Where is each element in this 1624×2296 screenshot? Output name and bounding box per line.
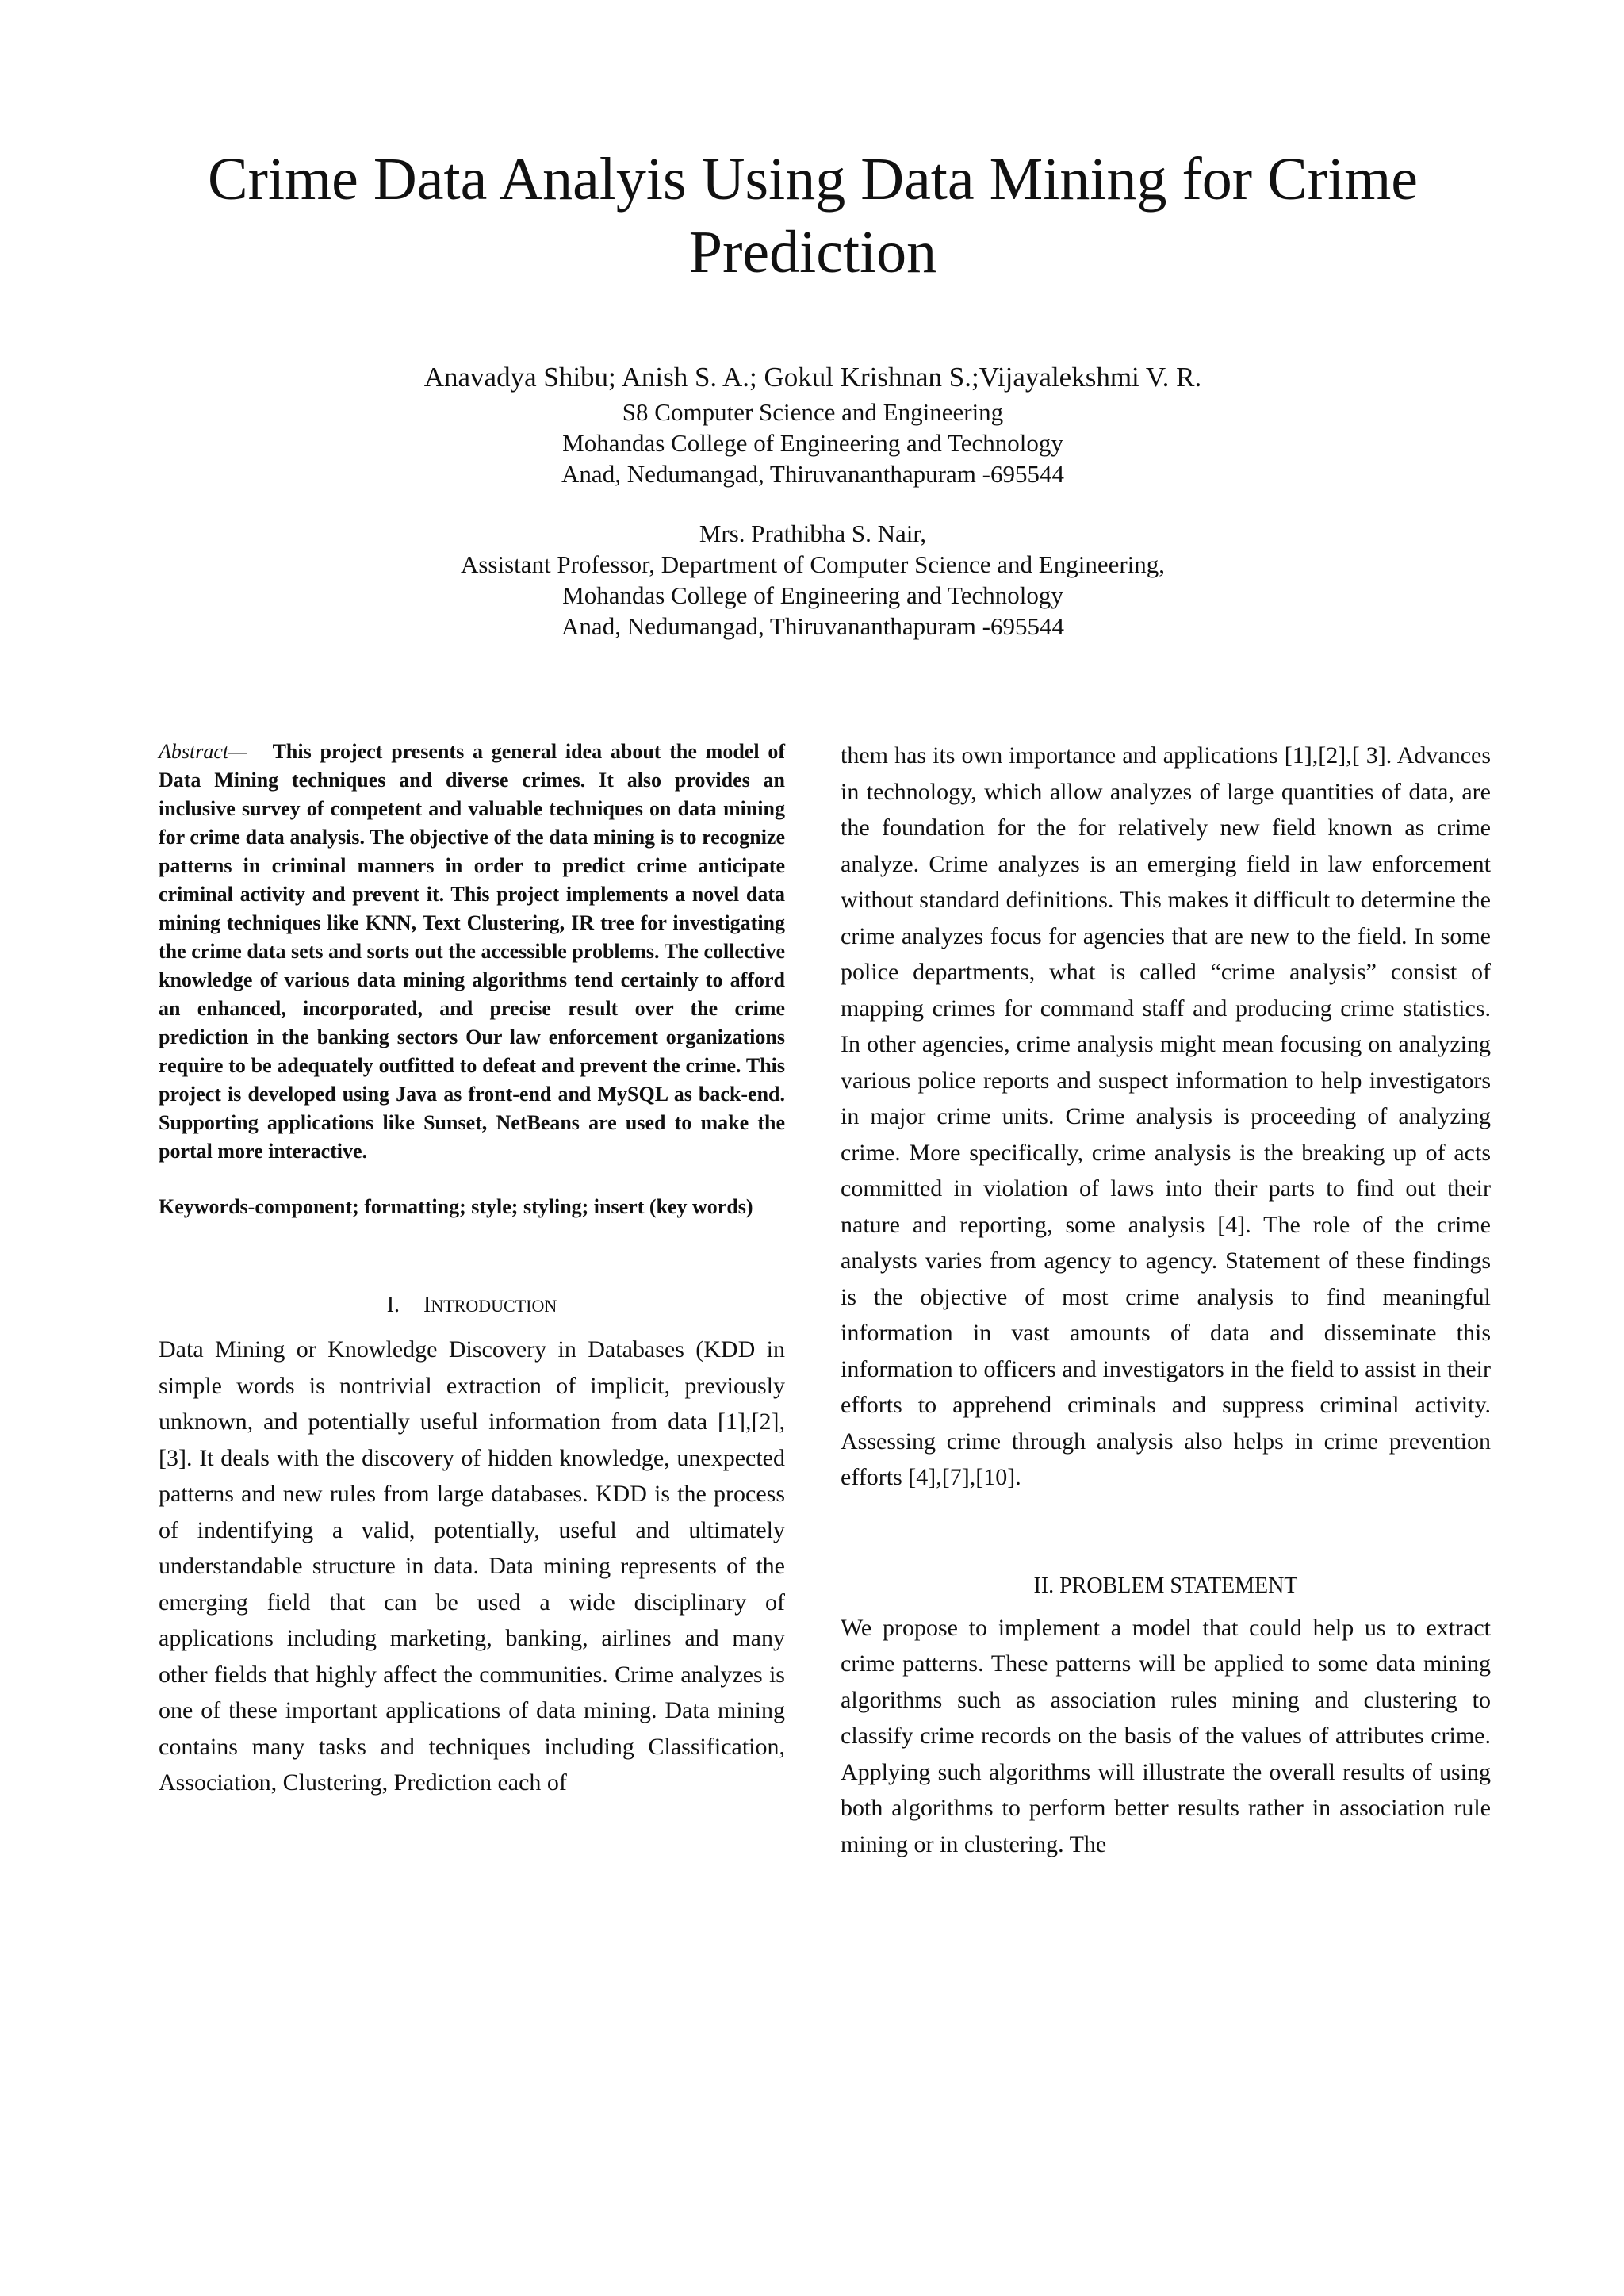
section-title-initial: I bbox=[423, 1293, 431, 1317]
abstract bbox=[159, 738, 785, 1166]
section-title-rest: NTRODUCTION bbox=[431, 1296, 557, 1316]
author-names: Anavadya Shibu; Anish S. A.; Gokul Krishnan S.;Vijayalekshmi V. R. bbox=[423, 362, 1202, 393]
abstract-label: Abstract— bbox=[159, 740, 247, 763]
paper-title: Crime Data Analyis Using Data Mining for Crime Prediction bbox=[207, 146, 1419, 286]
section-heading-problem-statement: II. PROBLEM STATEMENT bbox=[1033, 1573, 1298, 1598]
student-affiliation-college: Mohandas College of Engineering and Technology bbox=[562, 429, 1063, 457]
guide-address: Anad, Nedumangad, Thiruvananthapuram -695544 bbox=[561, 612, 1064, 640]
author-block bbox=[238, 358, 1388, 642]
section-heading-introduction bbox=[159, 1291, 785, 1320]
student-affiliation-dept: S8 Computer Science and Engineering bbox=[622, 398, 1004, 426]
student-affiliation-address: Anad, Nedumangad, Thiruvananthapuram -695544 bbox=[561, 460, 1064, 488]
keywords: Keywords-component; formatting; style; styling; insert (key words) bbox=[159, 1195, 753, 1218]
abstract-text: This project presents a general idea about the model of Data Mining techniques and diverse crimes. It also provides an inclusive survey of competent and valuable techniques on data mining for crime data analysis. The objective of the data mining is to recognize patterns in criminal manners in order to predict crime anticipate criminal activity and prevent it. This project implements a novel data mining techniques like KNN, Text Clustering, IR tree for investigating the crime data sets and sorts out the accessible problems. The collective knowledge of various data mining algorithms tend certainly to afford an enhanced, incorporated, and precise result over the crime prediction in the banking sectors Our law enforcement organizations require to be adequately outfitted to defeat and prevent the crime. This project is developed using Java as front-end and MySQL as back-end. Supporting applications like Sunset, NetBeans are used to make the portal more interactive. bbox=[159, 740, 785, 1163]
introduction-text-right: them has its own importance and applications [1],[2],[ 3]. Advances in technology, which allow analyzes of large quantities of data, are the foundation for the for relatively new field known as crime analyze. Crime analyzes is an emerging field in law enforcement without standard definitions. This makes it difficult to determine the crime analyzes focus for agencies that are new to the field. In some police departments, what is called “crime analysis” consist of mapping crimes for command staff and producing crime statistics. In other agencies, crime analysis might mean focusing on analyzing various police reports and suspect information to help investigators in major crime units. Crime analysis is proceeding of analyzing crime. More specifically, crime analysis is the breaking up of acts committed in violation of laws into their parts to find out their nature and reporting, some analysis [4]. The role of the crime analysts varies from agency to agency. Statement of these findings is the objective of most crime analysis to find meaningful information in vast amounts of data and disseminate this information to officers and investigators in the field to assist in their efforts to apprehend criminals and suppress criminal activity. Assessing crime through analysis also helps in crime prevention efforts [4],[7],[10]. bbox=[841, 742, 1491, 1490]
left-column bbox=[159, 738, 785, 1801]
guide-position: Assistant Professor, Department of Computer Science and Engineering, bbox=[460, 550, 1166, 578]
problem-statement-text: We propose to implement a model that could help us to extract crime patterns. These patterns will be applied to some data mining algorithms such as association rules mining and clustering to classify crime records on the basis of the values of attributes crime. Applying such algorithms will illustrate the overall results of using both algorithms to perform better results rather in association rule mining or in clustering. The bbox=[841, 1614, 1491, 1857]
guide-name: Mrs. Prathibha S. Nair, bbox=[699, 519, 927, 547]
guide-college: Mohandas College of Engineering and Technology bbox=[562, 581, 1063, 609]
right-column bbox=[841, 738, 1491, 1862]
section-number: I. bbox=[386, 1293, 400, 1317]
introduction-text-left: Data Mining or Knowledge Discovery in Databases (KDD in simple words is nontrivial extraction of implicit, previously unknown, and potentially useful information from data [1],[2],[3]. It deals with the discovery of hidden knowledge, unexpected patterns and new rules from large databases. KDD is the process of indentifying a valid, potentially, useful and ultimately understandable structure in data. Data mining represents of the emerging field that can be used a wide disciplinary of applications including marketing, banking, airlines and many other fields that highly affect the communities. Crime analyzes is one of these important applications of data mining. Data mining contains many tasks and techniques including Classification, Association, Clustering, Prediction each of bbox=[159, 1336, 785, 1796]
